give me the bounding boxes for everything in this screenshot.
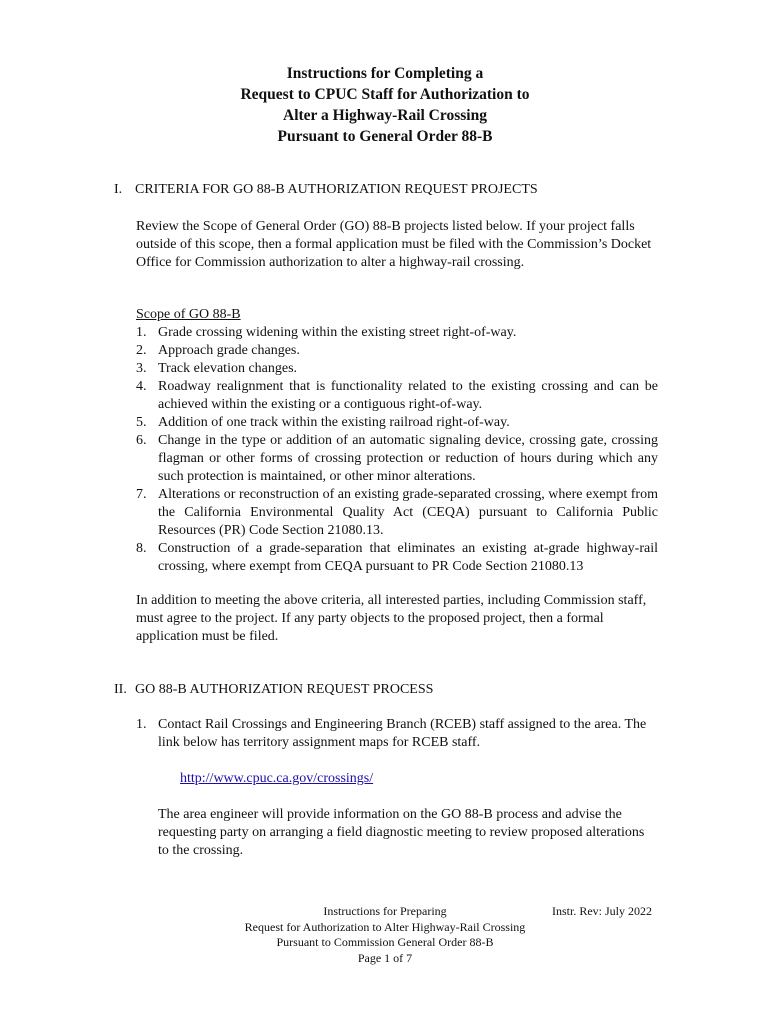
scope-item (136, 486, 658, 540)
page-footer (0, 904, 770, 966)
scope-item-text: Construction of a grade-separation that eliminates an existing at-grade highway-rail crossing, where exempt from CEQA pursuant to PR Code Section 21080.13 (158, 541, 658, 574)
process-step-1-followup: The area engineer will provide information on the GO 88-B process and advise the requesting party on arranging a field diagnostic meeting to review proposed alterations to the crossing. (158, 807, 645, 858)
scope-item-text: Change in the type or addition of an automatic signaling device, crossing gate, crossing flagman or other forms of crossing protection or reduction of hours during which any such protection is maintained, or other minor alterations. (158, 433, 658, 484)
scope-item (136, 414, 658, 432)
scope-item-text: Approach grade changes. (158, 343, 300, 358)
section-2-number: II. (114, 682, 127, 697)
process-step-text: Contact Rail Crossings and Engineering Branch (RCEB) staff assigned to the area. The link below has territory assignment maps for RCEB staff. (158, 717, 647, 750)
scope-item (136, 342, 658, 360)
scope-item-number: 7. (136, 487, 147, 502)
section-1-title: CRITERIA FOR GO 88-B AUTHORIZATION REQUEST PROJECTS (135, 182, 538, 197)
document-title (0, 63, 770, 147)
title-line-3: Alter a Highway-Rail Crossing (283, 107, 487, 124)
scope-item-number: 3. (136, 361, 147, 376)
scope-item-text: Roadway realignment that is functionality related to the existing crossing and can be achieved within the existing or a contiguous right-of-way. (158, 379, 658, 412)
section-2-heading (114, 681, 433, 699)
crossings-link[interactable]: http://www.cpuc.ca.gov/crossings/ (180, 771, 374, 786)
scope-item (136, 378, 658, 414)
section-2-title: GO 88-B AUTHORIZATION REQUEST PROCESS (135, 682, 434, 697)
footer-line-3: Pursuant to Commission General Order 88-B (276, 935, 494, 949)
scope-item-text: Grade crossing widening within the existing street right-of-way. (158, 325, 517, 340)
scope-item (136, 432, 658, 486)
footer-line-1: Instructions for Preparing (323, 904, 447, 918)
scope-item-number: 6. (136, 433, 147, 448)
scope-item-text: Alterations or reconstruction of an existing grade-separated crossing, where exempt from the California Environmental Quality Act (CEQA) pursuant to California Public Resources (PR) Code Section 21080.13. (158, 487, 658, 538)
process-step-1 (136, 716, 658, 752)
scope-item-number: 5. (136, 415, 147, 430)
scope-heading: Scope of GO 88-B (136, 307, 241, 322)
title-line-1: Instructions for Completing a (286, 65, 484, 82)
section-1-closing: In addition to meeting the above criteria, all interested parties, including Commission staff, must agree to the project. If any party objects to the proposed project, then a formal application must be filed. (136, 593, 647, 644)
footer-page-number: Page 1 of 7 (357, 950, 413, 965)
scope-item-number: 4. (136, 379, 147, 394)
scope-item (136, 540, 658, 576)
scope-item-number: 8. (136, 541, 147, 556)
title-line-4: Pursuant to General Order 88-B (277, 128, 493, 145)
section-1-heading (114, 181, 538, 199)
scope-item-number: 2. (136, 343, 147, 358)
process-step-number: 1. (136, 717, 147, 732)
section-1-number: I. (114, 182, 123, 197)
title-line-2: Request to CPUC Staff for Authorization to (240, 86, 530, 103)
revision-date: Instr. Rev: July 2022 (552, 904, 653, 918)
scope-item-text: Addition of one track within the existing railroad right-of-way. (158, 415, 510, 430)
scope-item (136, 324, 658, 342)
section-1-intro: Review the Scope of General Order (GO) 88-B projects listed below. If your project falls outside of this scope, then a formal application must be filed with the Commission’s Docket Office for Commission authorization to alter a highway-rail crossing. (136, 219, 652, 270)
scope-item (136, 360, 658, 378)
footer-line-2: Request for Authorization to Alter Highway-Rail Crossing (244, 919, 526, 934)
scope-item-text: Track elevation changes. (158, 361, 298, 376)
scope-list (136, 324, 658, 576)
scope-item-number: 1. (136, 325, 147, 340)
